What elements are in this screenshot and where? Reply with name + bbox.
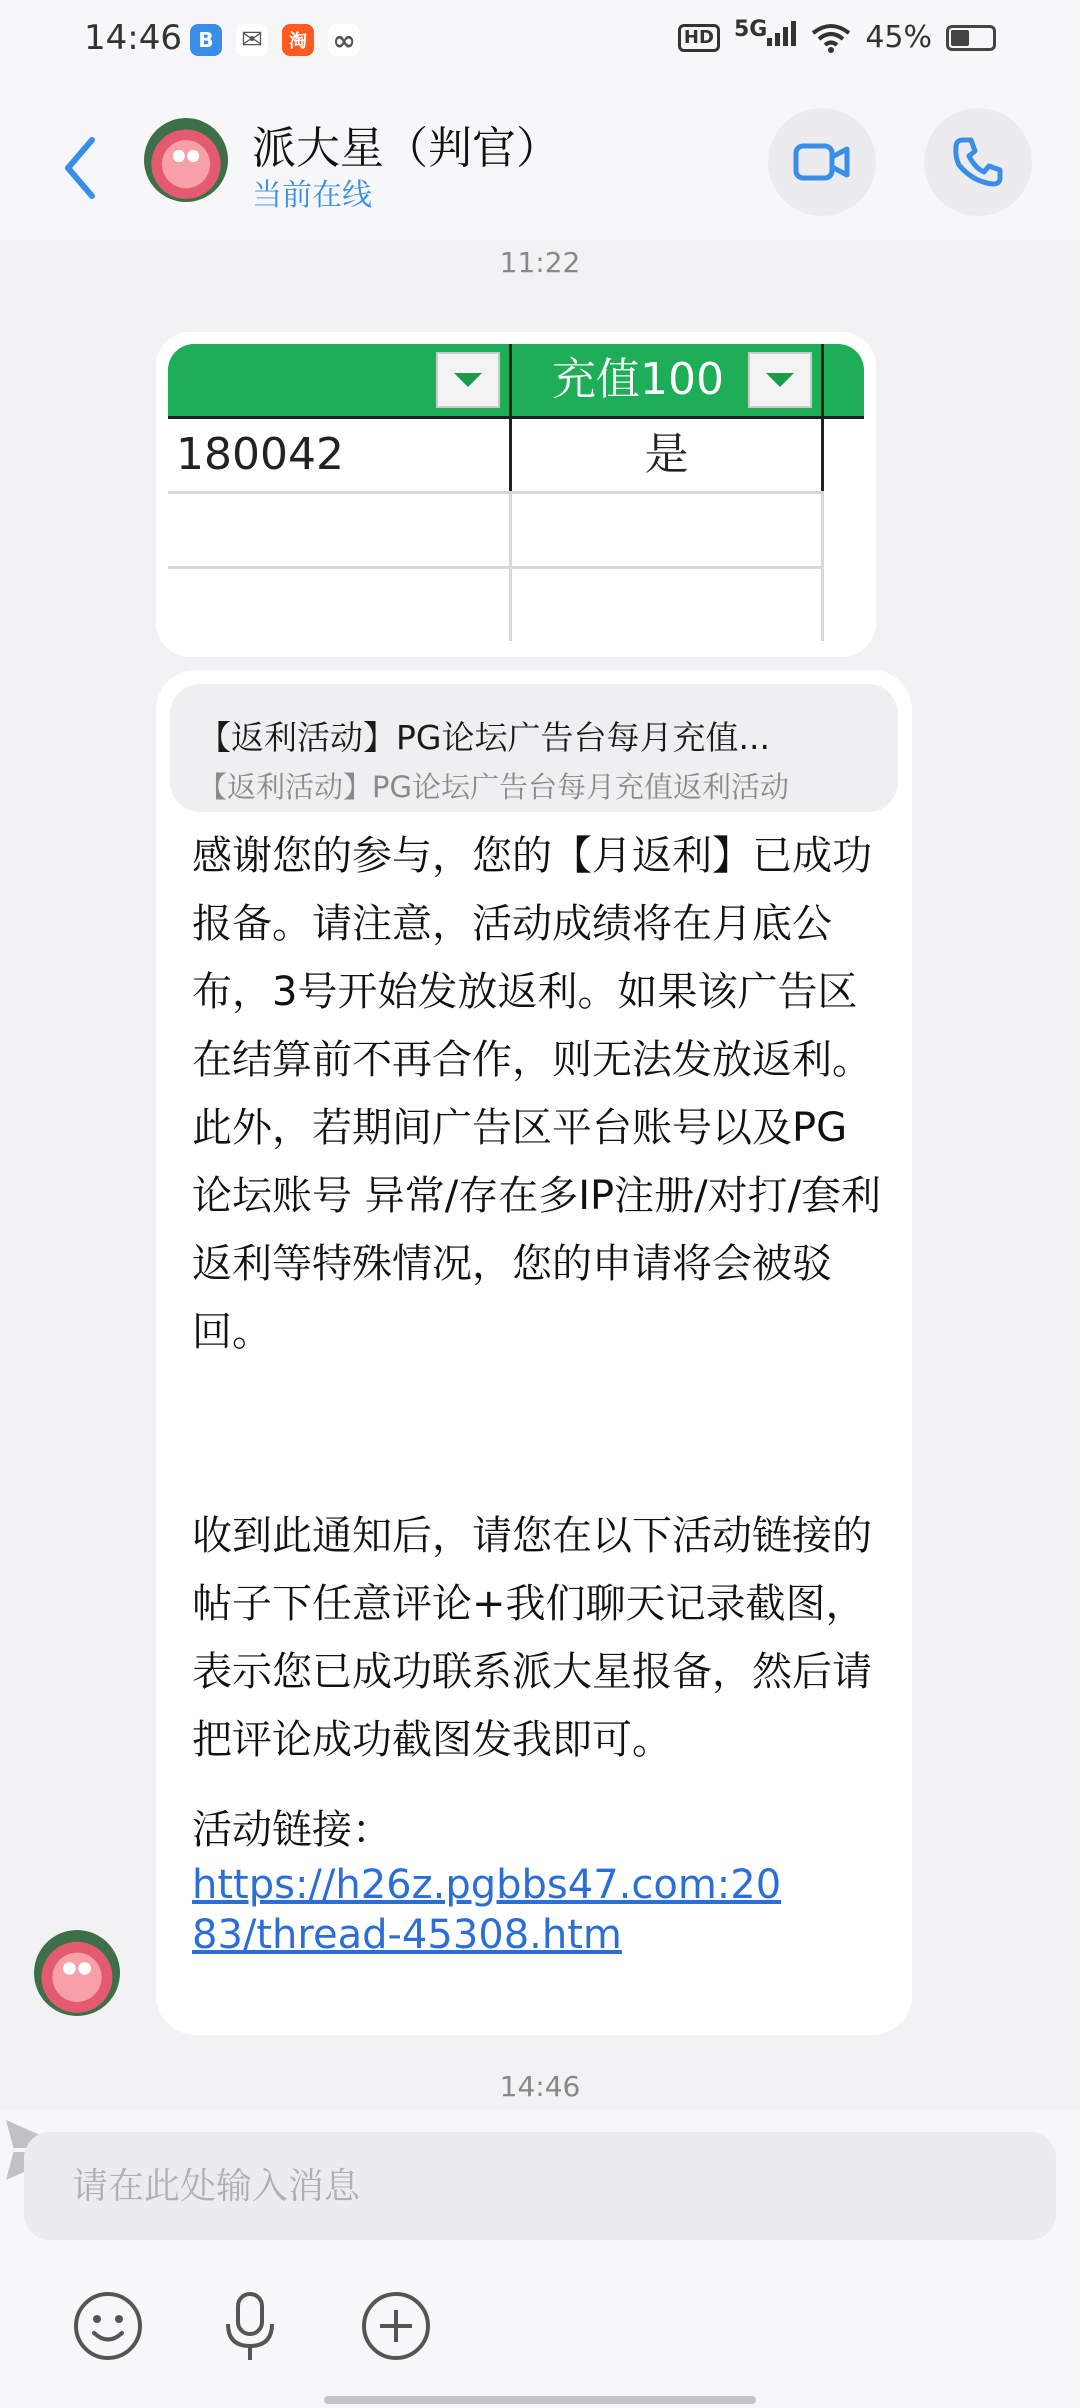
- sheet-cell: [512, 494, 824, 566]
- sheet-empty-row: [168, 566, 824, 638]
- voice-call-button[interactable]: [924, 108, 1032, 216]
- sheet-empty-row: [168, 491, 824, 563]
- sheet-cell: [168, 569, 512, 641]
- online-status: 当前在线: [252, 178, 372, 213]
- sender-avatar[interactable]: [34, 1930, 120, 2016]
- home-indicator[interactable]: [324, 2396, 756, 2404]
- sheet-cell: [512, 569, 824, 641]
- taobao-icon: 淘: [282, 24, 314, 56]
- spreadsheet-screenshot: [168, 344, 864, 645]
- sheet-header-cell: [512, 344, 824, 416]
- wifi-icon: [811, 23, 851, 53]
- battery-icon: [946, 25, 996, 51]
- message-timestamp: 11:22: [499, 246, 581, 279]
- message-timestamp: 14:46: [499, 2070, 581, 2103]
- link-preview-card[interactable]: [170, 684, 898, 812]
- contact-avatar[interactable]: [144, 118, 228, 202]
- activity-link-label: 活动链接：: [192, 1807, 392, 1853]
- phone-icon: [951, 135, 1005, 189]
- signal-icon: [734, 17, 797, 46]
- input-bar: [0, 2110, 1080, 2408]
- video-call-button[interactable]: [768, 108, 876, 216]
- sheet-header-label: 充值100: [552, 354, 724, 405]
- link-app-icon: ∞: [328, 24, 360, 56]
- sheet-cell: 是: [512, 419, 824, 491]
- image-message[interactable]: [156, 332, 876, 657]
- activity-link[interactable]: https://h26z.pgbbs47.com:2083/thread-45308.htm: [192, 1862, 782, 1958]
- status-time: 14:46: [84, 18, 182, 58]
- link-preview-subtitle: 【返利活动】PG论坛广告台每月充值返利活动: [198, 770, 789, 804]
- dropdown-arrow-icon: [436, 352, 500, 408]
- add-attachment-icon[interactable]: [358, 2288, 434, 2364]
- message-input[interactable]: [24, 2132, 1056, 2240]
- sheet-cell: [824, 419, 864, 491]
- chat-header: [0, 90, 1080, 240]
- system-indicators: [678, 17, 996, 55]
- hd-badge: HD: [678, 24, 720, 52]
- sheet-cell: [168, 494, 512, 566]
- status-bar: [0, 0, 1080, 90]
- network-type: 5G: [733, 17, 768, 42]
- wechat-icon: ✉: [236, 24, 268, 56]
- contact-name[interactable]: 派大星（判官）: [252, 123, 560, 174]
- b-app-icon: B: [190, 24, 222, 56]
- notification-icons: [190, 24, 360, 56]
- dropdown-arrow-icon: [748, 352, 812, 408]
- sheet-cell: 180042: [168, 419, 512, 491]
- text-message-bubble[interactable]: [156, 670, 912, 2035]
- video-camera-icon: [793, 141, 851, 183]
- back-arrow-icon[interactable]: [52, 128, 112, 208]
- emoji-icon[interactable]: [70, 2288, 146, 2364]
- battery-percent: 45%: [865, 20, 932, 55]
- sheet-header-row: [168, 344, 864, 416]
- microphone-icon[interactable]: [212, 2288, 288, 2364]
- sheet-header-cell: [824, 344, 864, 416]
- sheet-data-row: [168, 416, 864, 488]
- sheet-header-cell: [168, 344, 512, 416]
- link-preview-title: 【返利活动】PG论坛广告台每月充值...: [198, 718, 770, 757]
- chat-message-list[interactable]: [0, 240, 1080, 2110]
- message-text: 感谢您的参与，您的【月返利】已成功报备。请注意，活动成绩将在月底公布，3号开始发放返利。如果该广告区在结算前不再合作，则无法发放返利。 此外，若期间广告区平台账号以及PG论坛账号 异常/存在多IP注册/对打/套利返利等特殊情况，您的申请将会被驳回。 收到此通知后，请您在以下活动链接的帖子下任意评论+我们聊天记录截图，表示您已成功联系派大星报备，然后请把评论成功截图发我即可。: [192, 833, 882, 1763]
